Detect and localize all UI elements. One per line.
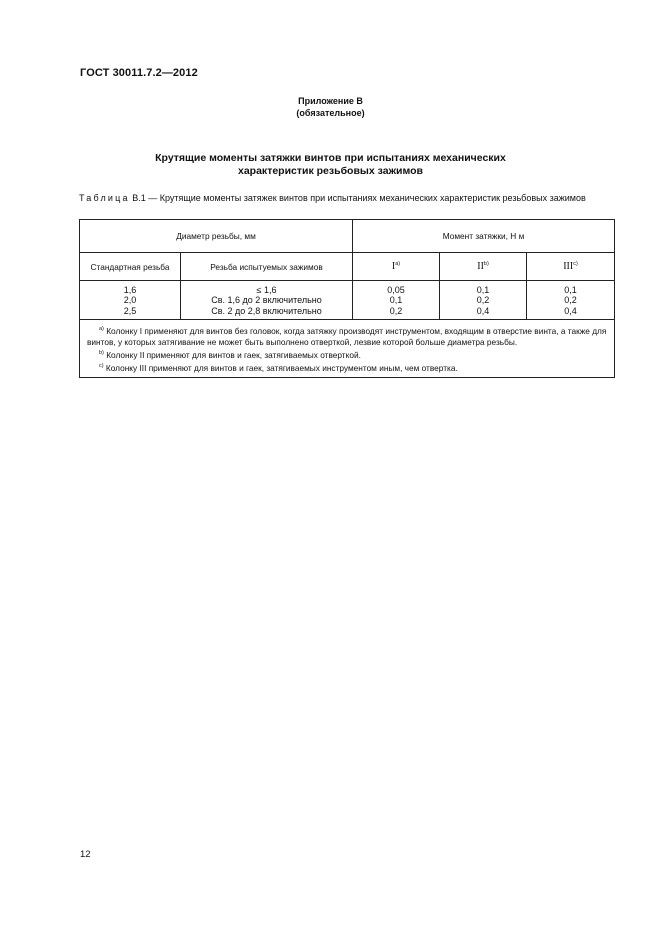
appendix-title: Приложение В <box>298 96 363 106</box>
table-cell: 0,2 <box>564 295 577 306</box>
table-cell: ≤ 1,6 <box>256 285 277 295</box>
table-cell: 0,4 <box>564 305 577 316</box>
appendix-status: (обязательное) <box>296 108 365 118</box>
table-data-row <box>80 281 615 320</box>
cell-torque-III <box>527 281 615 320</box>
table-caption-text: В.1 — Крутящие моменты затяжек винтов при испытаниях механических характеристик резьбовых зажимов <box>129 193 586 203</box>
table-cell: 1,6 <box>123 285 137 295</box>
section-title <box>0 152 661 177</box>
header-thread-diameter: Диаметр резьбы, мм <box>80 220 353 253</box>
document-code: ГОСТ 30011.7.2—2012 <box>80 67 198 79</box>
header-tested-thread: Резьба испытуемых зажимов <box>181 253 353 281</box>
header-column-I <box>353 253 440 281</box>
table-header-row-group <box>80 220 615 253</box>
column-II-label: II <box>477 261 484 272</box>
column-II-footnote-mark: b) <box>483 261 489 267</box>
header-standard-thread: Стандартная резьба <box>80 253 181 281</box>
footnote-text: Колонку II применяют для винтов и гаек, затягиваемых отверткой. <box>103 349 361 360</box>
cell-tested-thread <box>181 281 353 320</box>
header-tightening-torque: Момент затяжки, Н м <box>353 220 615 253</box>
table-notes-row <box>80 319 615 377</box>
appendix-heading <box>0 95 661 119</box>
footnote-b <box>87 348 610 361</box>
page-number: 12 <box>80 849 91 860</box>
table-cell: 2,5 <box>123 305 137 316</box>
cell-torque-I <box>353 281 440 320</box>
footnote-mark: c) <box>99 362 104 369</box>
table-cell: Св. 2 до 2,8 включительно <box>211 305 322 316</box>
section-title-line-2: характеристик резьбовых зажимов <box>238 164 423 177</box>
table-notes <box>80 319 615 377</box>
table-header-row-columns <box>80 253 615 281</box>
column-III-label: III <box>563 261 574 272</box>
column-I-footnote-mark: a) <box>395 261 401 267</box>
section-title-line-1: Крутящие моменты затяжки винтов при испытаниях механических <box>155 152 506 164</box>
footnote-a <box>87 324 610 348</box>
cell-standard-thread <box>80 281 181 320</box>
table-cell: 2,0 <box>123 295 137 306</box>
table-cell: 0,2 <box>476 295 490 306</box>
footnote-c <box>87 361 610 374</box>
footnote-text: Колонку III применяют для винтов и гаек, затягиваемых инструментом иным, чем отвертка. <box>103 362 458 373</box>
torque-table-container <box>79 219 614 378</box>
column-III-footnote-mark: c) <box>573 261 578 267</box>
torque-table <box>79 219 615 378</box>
table-cell: 0,1 <box>389 295 403 306</box>
footnote-mark: b) <box>99 349 104 356</box>
column-I-label: I <box>391 261 396 272</box>
header-column-III <box>527 253 615 281</box>
table-cell: 0,05 <box>387 285 405 295</box>
table-cell: Св. 1,6 до 2 включительно <box>211 295 322 306</box>
table-cell: 0,2 <box>389 305 403 316</box>
table-caption <box>79 193 609 204</box>
cell-torque-II <box>440 281 527 320</box>
header-column-II <box>440 253 527 281</box>
table-caption-lead: Таблица <box>79 193 130 203</box>
table-cell: 0,4 <box>476 305 490 316</box>
table-cell: 0,1 <box>476 285 490 295</box>
footnote-mark: a) <box>99 325 104 332</box>
table-cell: 0,1 <box>564 285 577 295</box>
footnote-text: Колонку I применяют для винтов без головок, когда затяжку производят инструментом, входящим в отверстие винта, а также для винтов, у которых затягивание не может быть выполнено отверткой, лезвие которой больше диаметра резьбы. <box>87 325 607 347</box>
